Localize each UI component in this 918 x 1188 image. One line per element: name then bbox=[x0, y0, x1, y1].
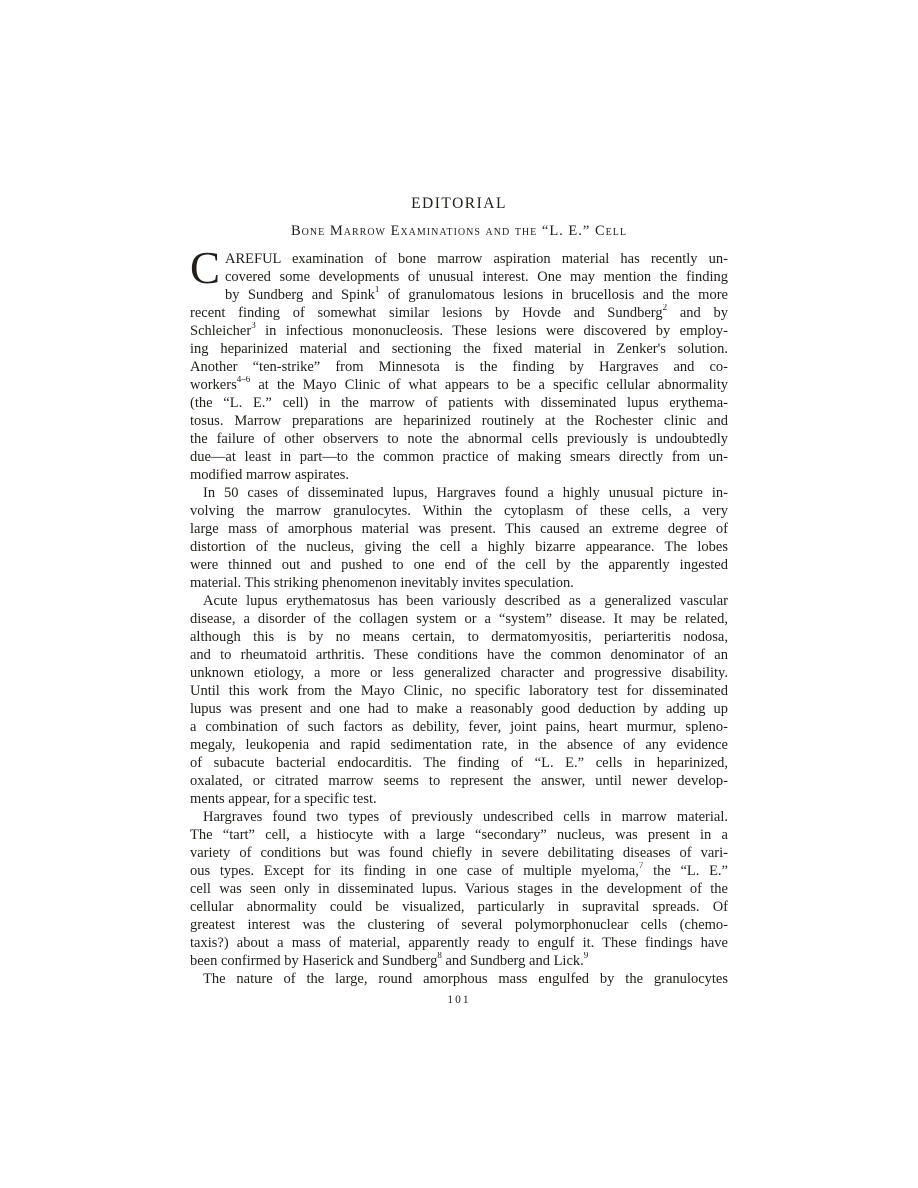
text-column bbox=[190, 195, 728, 1006]
text-line: (the “L. E.” cell) in the marrow of patients with disseminated lupus erythema- bbox=[190, 395, 728, 411]
text-line: been confirmed by Haserick and Sundberg$^8$ and Sundberg and Lick.$^9$ bbox=[190, 952, 589, 969]
text-line: oxalated, or citrated marrow seems to represent the answer, until newer develop- bbox=[190, 773, 728, 789]
text-line: greatest interest was the clustering of several polymorphonuclear cells (chemo- bbox=[190, 917, 728, 933]
reference-superscript: 9 bbox=[583, 952, 589, 961]
text-line: workers$^{4-6}$ at the Mayo Clinic of what appears to be a specific cellular abnormality bbox=[190, 376, 728, 393]
reference-superscript: 2 bbox=[662, 304, 668, 313]
text-line: large mass of amorphous material was present. This caused an extreme degree of bbox=[190, 521, 728, 537]
text-line: taxis?) about a mass of material, apparently ready to engulf it. These findings have bbox=[190, 935, 728, 951]
drop-cap: C bbox=[190, 243, 221, 293]
text-line: modified marrow aspirates. bbox=[190, 467, 350, 483]
article-body bbox=[190, 243, 728, 988]
text-line: disease, a disorder of the collagen system or a “system” disease. It may be related, bbox=[190, 611, 728, 627]
paragraph bbox=[190, 970, 728, 988]
reference-superscript: 1 bbox=[374, 286, 380, 295]
text-line: by Sundberg and Spink$^1$ of granulomatous lesions in brucellosis and the more bbox=[225, 286, 728, 303]
page-title: EDITORIAL bbox=[411, 195, 507, 212]
text-line: AREFUL examination of bone marrow aspiration material has recently un- bbox=[225, 251, 728, 267]
text-line: The nature of the large, round amorphous mass engulfed by the granulocytes bbox=[203, 971, 728, 987]
reference-superscript: 7 bbox=[638, 862, 644, 871]
text-line: lupus was present and one had to make a reasonably good deduction by adding up bbox=[190, 701, 728, 717]
text-line: were thinned out and pushed to one end of the cell by the apparently ingested bbox=[190, 557, 728, 573]
text-line: a combination of such factors as debility, fever, joint pains, heart murmur, spleno- bbox=[190, 719, 728, 735]
text-line: Hargraves found two types of previously undescribed cells in marrow material. bbox=[203, 809, 728, 825]
article-title: Bone Marrow Examinations and the “L. E.” Cell bbox=[291, 223, 627, 239]
text-line: The “tart” cell, a histiocyte with a large “secondary” nucleus, was present in a bbox=[190, 827, 728, 843]
text-line: Acute lupus erythematosus has been variously described as a generalized vascular bbox=[203, 593, 728, 609]
text-line: Until this work from the Mayo Clinic, no specific laboratory test for disseminated bbox=[190, 683, 728, 699]
text-line: variety of conditions but was found chiefly in severe debilitating diseases of vari- bbox=[190, 845, 728, 861]
reference-superscript: 3 bbox=[251, 322, 256, 331]
text-line: covered some developments of unusual interest. One may mention the finding bbox=[225, 269, 728, 285]
reference-superscript: 8 bbox=[437, 952, 442, 961]
text-line: In 50 cases of disseminated lupus, Hargraves found a highly unusual picture in- bbox=[203, 485, 728, 501]
text-line: cellular abnormality could be visualized, particularly in supravital spreads. Of bbox=[190, 899, 728, 915]
text-line: tosus. Marrow preparations are heparinized routinely at the Rochester clinic and bbox=[190, 413, 728, 429]
text-line: of subacute bacterial endocarditis. The finding of “L. E.” cells in heparinized, bbox=[190, 755, 728, 771]
text-line: volving the marrow granulocytes. Within the cytoplasm of these cells, a very bbox=[190, 503, 728, 519]
text-line: recent finding of somewhat similar lesions by Hovde and Sundberg$^2$ and by bbox=[190, 304, 728, 321]
text-line: although this is by no means certain, to dermatomyositis, periarteritis nodosa, bbox=[190, 629, 728, 645]
paragraph bbox=[190, 808, 728, 970]
paragraph bbox=[190, 243, 728, 484]
paragraph bbox=[190, 484, 728, 592]
text-line: Schleicher$^3$ in infectious mononucleosis. These lesions were discovered by employ- bbox=[190, 322, 728, 339]
text-line: Another “ten-strike” from Minnesota is the finding by Hargraves and co- bbox=[190, 359, 728, 375]
paragraph bbox=[190, 592, 728, 808]
reference-superscript: 4–6 bbox=[236, 376, 251, 385]
text-line: megaly, leukopenia and rapid sedimentation rate, in the absence of any evidence bbox=[190, 737, 728, 753]
text-line: unknown etiology, a more or less generalized character and progressive disability. bbox=[190, 665, 728, 681]
text-line: ing heparinized material and sectioning the fixed material in Zenker's solution. bbox=[190, 341, 728, 357]
text-line: due—at least in part—to the common practice of making smears directly from un- bbox=[190, 449, 728, 465]
page-number: 101 bbox=[447, 994, 471, 1006]
text-line: cell was seen only in disseminated lupus. Various stages in the development of the bbox=[190, 881, 728, 897]
text-line: distortion of the nucleus, giving the cell a highly bizarre appearance. The lobes bbox=[190, 539, 728, 555]
text-line: material. This striking phenomenon inevitably invites speculation. bbox=[190, 575, 574, 591]
text-line: ous types. Except for its finding in one case of multiple myeloma,$^7$ the “L. E.” bbox=[190, 862, 728, 879]
text-line: the failure of other observers to note the abnormal cells previously is undoubtedly bbox=[190, 431, 728, 447]
text-line: and to rheumatoid arthritis. These conditions have the common denominator of an bbox=[190, 647, 728, 663]
text-line: ments appear, for a specific test. bbox=[190, 791, 377, 807]
